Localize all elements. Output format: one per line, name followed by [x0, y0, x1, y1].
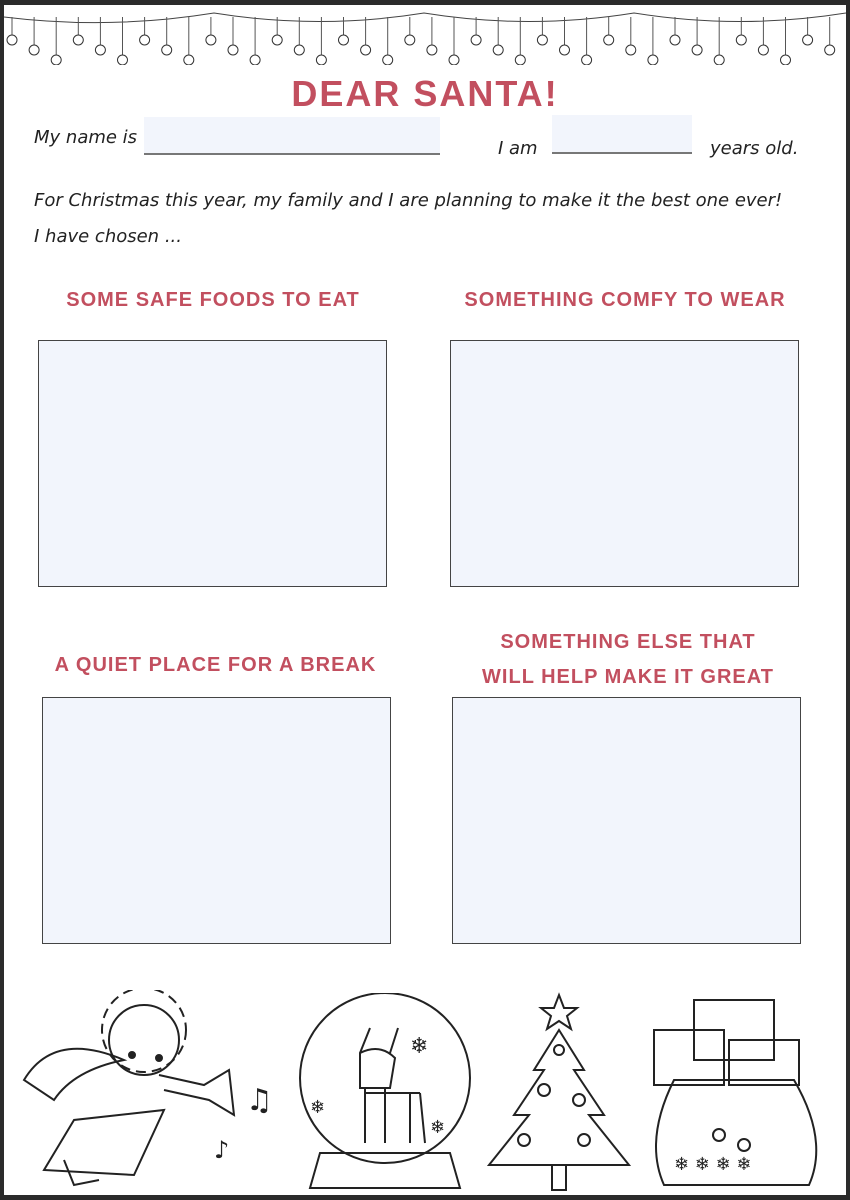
ornament-icon	[405, 35, 415, 45]
ornament-icon	[29, 45, 39, 55]
ornament-icon	[140, 35, 150, 45]
name-field[interactable]	[144, 117, 440, 155]
ornament-icon	[118, 55, 128, 65]
worksheet-page	[4, 5, 846, 1195]
svg-text:❄ ❄ ❄ ❄: ❄ ❄ ❄ ❄	[674, 1154, 752, 1175]
ornament-icon	[604, 35, 614, 45]
ornament-icon	[515, 55, 525, 65]
ornament-icon	[361, 45, 371, 55]
ornament-icon	[781, 55, 791, 65]
heading-comfy-wear: SOMETHING COMFY TO WEAR	[464, 289, 786, 311]
name-label: My name is	[34, 127, 138, 148]
ornament-icon	[184, 55, 194, 65]
svg-text:❄: ❄	[430, 1117, 446, 1138]
ornament-icon	[250, 55, 260, 65]
santa-gift-sack-illustration	[644, 990, 824, 1190]
ornament-icon	[51, 55, 61, 65]
angel-trumpet-illustration	[14, 990, 284, 1190]
ornament-icon	[294, 45, 304, 55]
svg-text:♫: ♫	[246, 1083, 273, 1118]
ornament-icon	[272, 35, 282, 45]
ornament-icon	[648, 55, 658, 65]
quiet-place-box[interactable]	[42, 697, 391, 944]
paragraph-line-1: For Christmas this year, my family and I are planning to make it the best one ever!	[34, 190, 783, 211]
safe-foods-box[interactable]	[38, 340, 387, 587]
ornament-icon	[560, 45, 570, 55]
snow-globe-reindeer-illustration	[290, 993, 480, 1193]
christmas-garland-decoration	[4, 5, 846, 65]
something-else-box[interactable]	[452, 697, 801, 944]
age-field[interactable]	[552, 115, 692, 154]
svg-text:❄: ❄	[310, 1097, 326, 1118]
ornament-icon	[714, 55, 724, 65]
ornament-icon	[316, 55, 326, 65]
ornament-icon	[449, 55, 459, 65]
heading-quiet-place: A QUIET PLACE FOR A BREAK	[54, 654, 377, 676]
paragraph-line-2: I have chosen ...	[34, 226, 182, 247]
christmas-tree-illustration	[484, 990, 634, 1195]
ornament-icon	[825, 45, 835, 55]
ornament-icon	[670, 35, 680, 45]
ornament-icon	[803, 35, 813, 45]
ornament-icon	[758, 45, 768, 55]
ornament-icon	[206, 35, 216, 45]
ornament-icon	[73, 35, 83, 45]
page-title: DEAR SANTA!	[291, 73, 559, 114]
ornament-icon	[228, 45, 238, 55]
heading-safe-foods: SOME SAFE FOODS TO EAT	[66, 289, 360, 311]
ornament-icon	[95, 45, 105, 55]
ornament-icon	[692, 45, 702, 55]
age-suffix: years old.	[710, 138, 799, 159]
comfy-wear-box[interactable]	[450, 340, 799, 587]
ornament-icon	[162, 45, 172, 55]
ornament-icon	[427, 45, 437, 55]
ornament-icon	[383, 55, 393, 65]
ornament-icon	[537, 35, 547, 45]
ornament-icon	[339, 35, 349, 45]
ornament-icon	[736, 35, 746, 45]
svg-text:♪: ♪	[214, 1136, 230, 1164]
ornament-icon	[493, 45, 503, 55]
ornament-icon	[7, 35, 17, 45]
heading-something-else: SOMETHING ELSE THAT WILL HELP MAKE IT GREAT	[482, 631, 774, 688]
age-label: I am	[498, 138, 538, 159]
ornament-icon	[582, 55, 592, 65]
ornament-icon	[626, 45, 636, 55]
ornament-icon	[471, 35, 481, 45]
svg-text:❄: ❄	[410, 1034, 429, 1059]
